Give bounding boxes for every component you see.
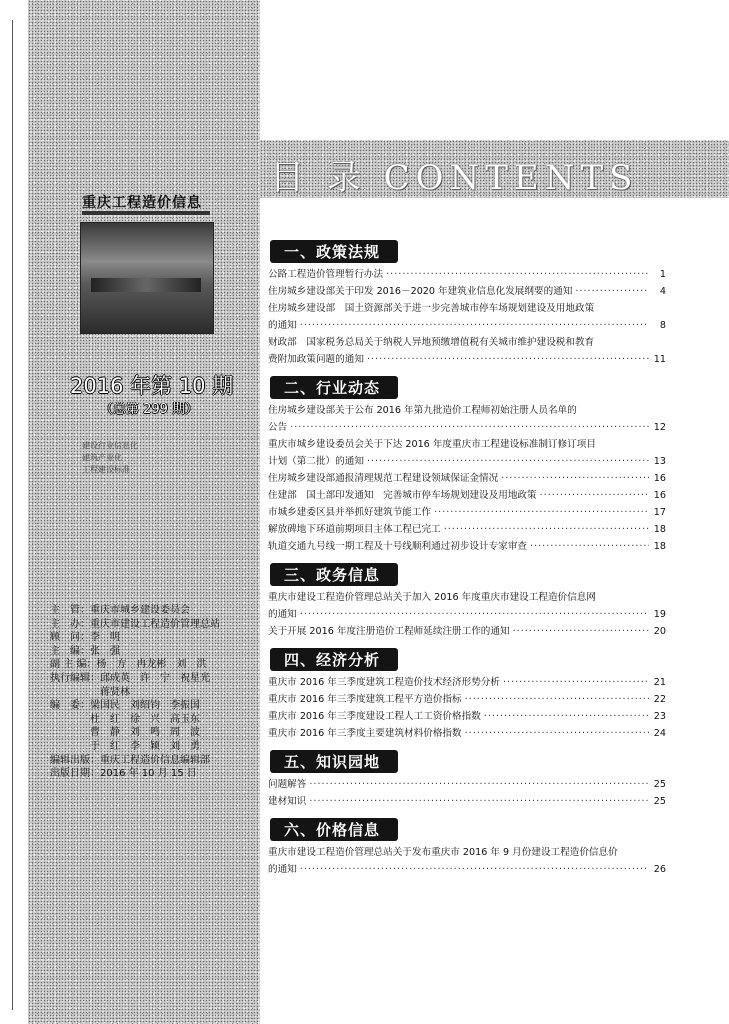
masthead-line: 编 委：梁国民 刘绍钧 李振国 bbox=[50, 700, 200, 712]
toc-entry[interactable] bbox=[268, 708, 666, 725]
cover-sidebar bbox=[28, 0, 260, 1024]
page-number: 26 bbox=[653, 864, 666, 875]
entry-title: 重庆市建设工程造价管理总站关于加入 2016 年度重庆市建设工程造价信息网 bbox=[268, 592, 596, 603]
entry-title: 住建部 国土部印发通知 完善城市停车场规划建设及用地政策 bbox=[268, 490, 537, 501]
entry-title: 住房城乡建设部 国土资源部关于进一步完善城市停车场规划建设及用地政策 bbox=[268, 303, 595, 314]
page-edge-line bbox=[12, 20, 13, 1010]
masthead-line: 曹 静 刘 鸣 周 波 bbox=[50, 727, 200, 739]
masthead-line: 蒋贤林 bbox=[50, 686, 130, 698]
section-header: 二、行业动态 bbox=[270, 376, 398, 399]
entry-title: 计划（第二批）的通知 bbox=[268, 456, 364, 467]
page-number: 23 bbox=[653, 711, 666, 722]
leader-dots bbox=[386, 266, 649, 283]
cover-lines bbox=[82, 440, 138, 476]
leader-dots bbox=[540, 487, 649, 504]
page-number: 17 bbox=[653, 507, 666, 518]
leader-dots bbox=[300, 861, 649, 878]
entry-title: 轨道交通九号线一期工程及十号线顺利通过初步设计专家审查 bbox=[268, 541, 528, 552]
leader-dots bbox=[501, 470, 649, 487]
toc-section bbox=[268, 814, 666, 878]
entry-title: 住房城乡建设部关于公布 2016 年第九批造价工程师初始注册人员名单的 bbox=[268, 405, 577, 416]
toc-entry[interactable] bbox=[268, 623, 666, 640]
leader-dots bbox=[465, 691, 649, 708]
leader-dots bbox=[367, 351, 649, 368]
entry-title: 财政部 国家税务总局关于纳税人异地预缴增值税有关城市维护建设税和教育 bbox=[268, 337, 595, 348]
leader-dots bbox=[367, 453, 649, 470]
leader-dots bbox=[530, 538, 649, 555]
page-number: 18 bbox=[653, 524, 666, 535]
entry-title: 住房城乡建设部关于印发 2016－2020 年建筑业信息化发展纲要的通知 bbox=[268, 286, 573, 297]
toc-section bbox=[268, 746, 666, 810]
entry-title: 重庆市城乡建设委员会关于下达 2016 年度重庆市工程建设标准制订修订项目 bbox=[268, 439, 596, 450]
contents-title: 目 录 CONTENTS bbox=[270, 158, 639, 198]
page-number: 19 bbox=[653, 609, 666, 620]
masthead-line: 顾 问：李 明 bbox=[50, 632, 120, 644]
entry-title: 重庆市 2016 年三季度主要建筑材料价格指数 bbox=[268, 728, 462, 739]
page-number: 18 bbox=[653, 541, 666, 552]
page-number: 16 bbox=[653, 490, 666, 501]
entry-title: 的通知 bbox=[268, 320, 297, 331]
leader-dots bbox=[309, 776, 649, 793]
toc-section bbox=[268, 644, 666, 742]
toc-entry[interactable] bbox=[268, 470, 666, 487]
toc-entry[interactable] bbox=[268, 793, 666, 810]
toc-entry[interactable] bbox=[268, 776, 666, 793]
entry-title: 重庆市 2016 年三季度建设工程人工工资价格指数 bbox=[268, 711, 481, 722]
entry-title: 建材知识 bbox=[268, 796, 307, 807]
toc-entry[interactable] bbox=[268, 725, 666, 742]
toc-section bbox=[268, 559, 666, 640]
page-number: 21 bbox=[653, 677, 666, 688]
entry-title: 解放碑地下环道前期项目主体工程已完工 bbox=[268, 524, 441, 535]
entry-title: 费附加政策问题的通知 bbox=[268, 354, 364, 365]
masthead-line: 主 管：重庆市城乡建设委员会 bbox=[50, 605, 190, 616]
leader-dots bbox=[465, 725, 649, 742]
toc-section bbox=[268, 236, 666, 368]
entry-title: 公告 bbox=[268, 422, 288, 433]
issue-number: 2016 年第 10 期 bbox=[70, 374, 234, 398]
leader-dots bbox=[444, 521, 649, 538]
masthead-line: 执行编辑：邱成英 许 宁 祝星光 bbox=[50, 672, 210, 684]
masthead-line: 出版日期：2016 年 10 月 15 日 bbox=[50, 768, 197, 780]
page-number: 22 bbox=[653, 694, 666, 705]
masthead-line: 主 办：重庆市建设工程造价管理总站 bbox=[50, 618, 220, 630]
entry-title: 的通知 bbox=[268, 609, 297, 620]
entry-title: 市城乡建委区县并举抓好建筑节能工作 bbox=[268, 507, 432, 518]
cover-image bbox=[80, 222, 214, 334]
leader-dots bbox=[309, 793, 649, 810]
page-number: 8 bbox=[659, 320, 666, 331]
entry-title: 公路工程造价管理暂行办法 bbox=[268, 269, 384, 280]
entry-title: 重庆市 2016 年三季度建筑工程造价技术经济形势分析 bbox=[268, 677, 500, 688]
issue-total: （总第 299 期） bbox=[100, 402, 199, 417]
toc-entry[interactable] bbox=[268, 266, 666, 283]
magazine-logo: 重庆工程造价信息 bbox=[82, 195, 202, 211]
toc-entry[interactable] bbox=[268, 589, 666, 623]
entry-title: 重庆市建设工程造价管理总站关于发布重庆市 2016 年 9 月份建设工程造价信息价 bbox=[268, 847, 618, 858]
leader-dots bbox=[300, 317, 649, 334]
masthead-line: 副 主 编：杨 方 冉龙彬 刘 洪 bbox=[50, 659, 207, 671]
masthead-line: 于 红 李 颖 刘 勇 bbox=[50, 740, 200, 752]
entry-title: 关于开展 2016 年度注册造价工程师延续注册工作的通知 bbox=[268, 626, 510, 637]
page-number: 13 bbox=[653, 456, 666, 467]
toc-entry[interactable] bbox=[268, 300, 666, 334]
section-header: 一、政策法规 bbox=[270, 240, 398, 263]
section-header: 三、政务信息 bbox=[270, 563, 398, 586]
leader-dots bbox=[484, 708, 649, 725]
cover-line: 工程建设标准 bbox=[82, 465, 130, 474]
entry-title: 重庆市 2016 年三季度建筑工程平方造价指标 bbox=[268, 694, 462, 705]
masthead-line: 编辑出版：重庆工程造价信息编辑部 bbox=[50, 754, 210, 766]
toc-section bbox=[268, 372, 666, 555]
leader-dots bbox=[575, 283, 649, 300]
toc-entry[interactable] bbox=[268, 521, 666, 538]
toc-entry[interactable] bbox=[268, 334, 666, 368]
cover-line: 建设行业信息化 bbox=[82, 441, 138, 450]
leader-dots bbox=[503, 674, 649, 691]
entry-title: 的通知 bbox=[268, 864, 297, 875]
table-of-contents bbox=[268, 236, 666, 882]
section-header: 五、知识园地 bbox=[270, 750, 398, 773]
page-number: 16 bbox=[653, 473, 666, 484]
toc-entry[interactable] bbox=[268, 538, 666, 555]
page-number: 12 bbox=[653, 422, 666, 433]
section-header: 六、价格信息 bbox=[270, 818, 398, 841]
leader-dots bbox=[434, 504, 649, 521]
toc-entry[interactable] bbox=[268, 283, 666, 300]
masthead bbox=[50, 604, 220, 781]
page-number: 20 bbox=[653, 626, 666, 637]
entry-title: 住房城乡建设部通报清理规范工程建设领域保证金情况 bbox=[268, 473, 499, 484]
masthead-line: 杜 红 徐 兴 高玉东 bbox=[50, 713, 200, 725]
leader-dots bbox=[300, 606, 649, 623]
masthead-line: 主 编：张 强 bbox=[50, 645, 120, 657]
page-number: 25 bbox=[653, 796, 666, 807]
toc-entry[interactable] bbox=[268, 674, 666, 691]
page-number: 11 bbox=[653, 354, 666, 365]
page-number: 25 bbox=[653, 779, 666, 790]
page-number: 4 bbox=[659, 286, 666, 297]
toc-entry[interactable] bbox=[268, 436, 666, 470]
page-number: 1 bbox=[659, 269, 666, 280]
toc-entry[interactable] bbox=[268, 402, 666, 436]
toc-entry[interactable] bbox=[268, 844, 666, 878]
section-header: 四、经济分析 bbox=[270, 648, 398, 671]
entry-title: 问题解答 bbox=[268, 779, 307, 790]
logo-strip bbox=[82, 211, 210, 215]
leader-dots bbox=[513, 623, 649, 640]
cover-line: 建筑产业化 bbox=[82, 453, 122, 462]
toc-entry[interactable] bbox=[268, 691, 666, 708]
page-number: 24 bbox=[653, 728, 666, 739]
leader-dots bbox=[290, 419, 649, 436]
toc-entry[interactable] bbox=[268, 487, 666, 504]
toc-entry[interactable] bbox=[268, 504, 666, 521]
